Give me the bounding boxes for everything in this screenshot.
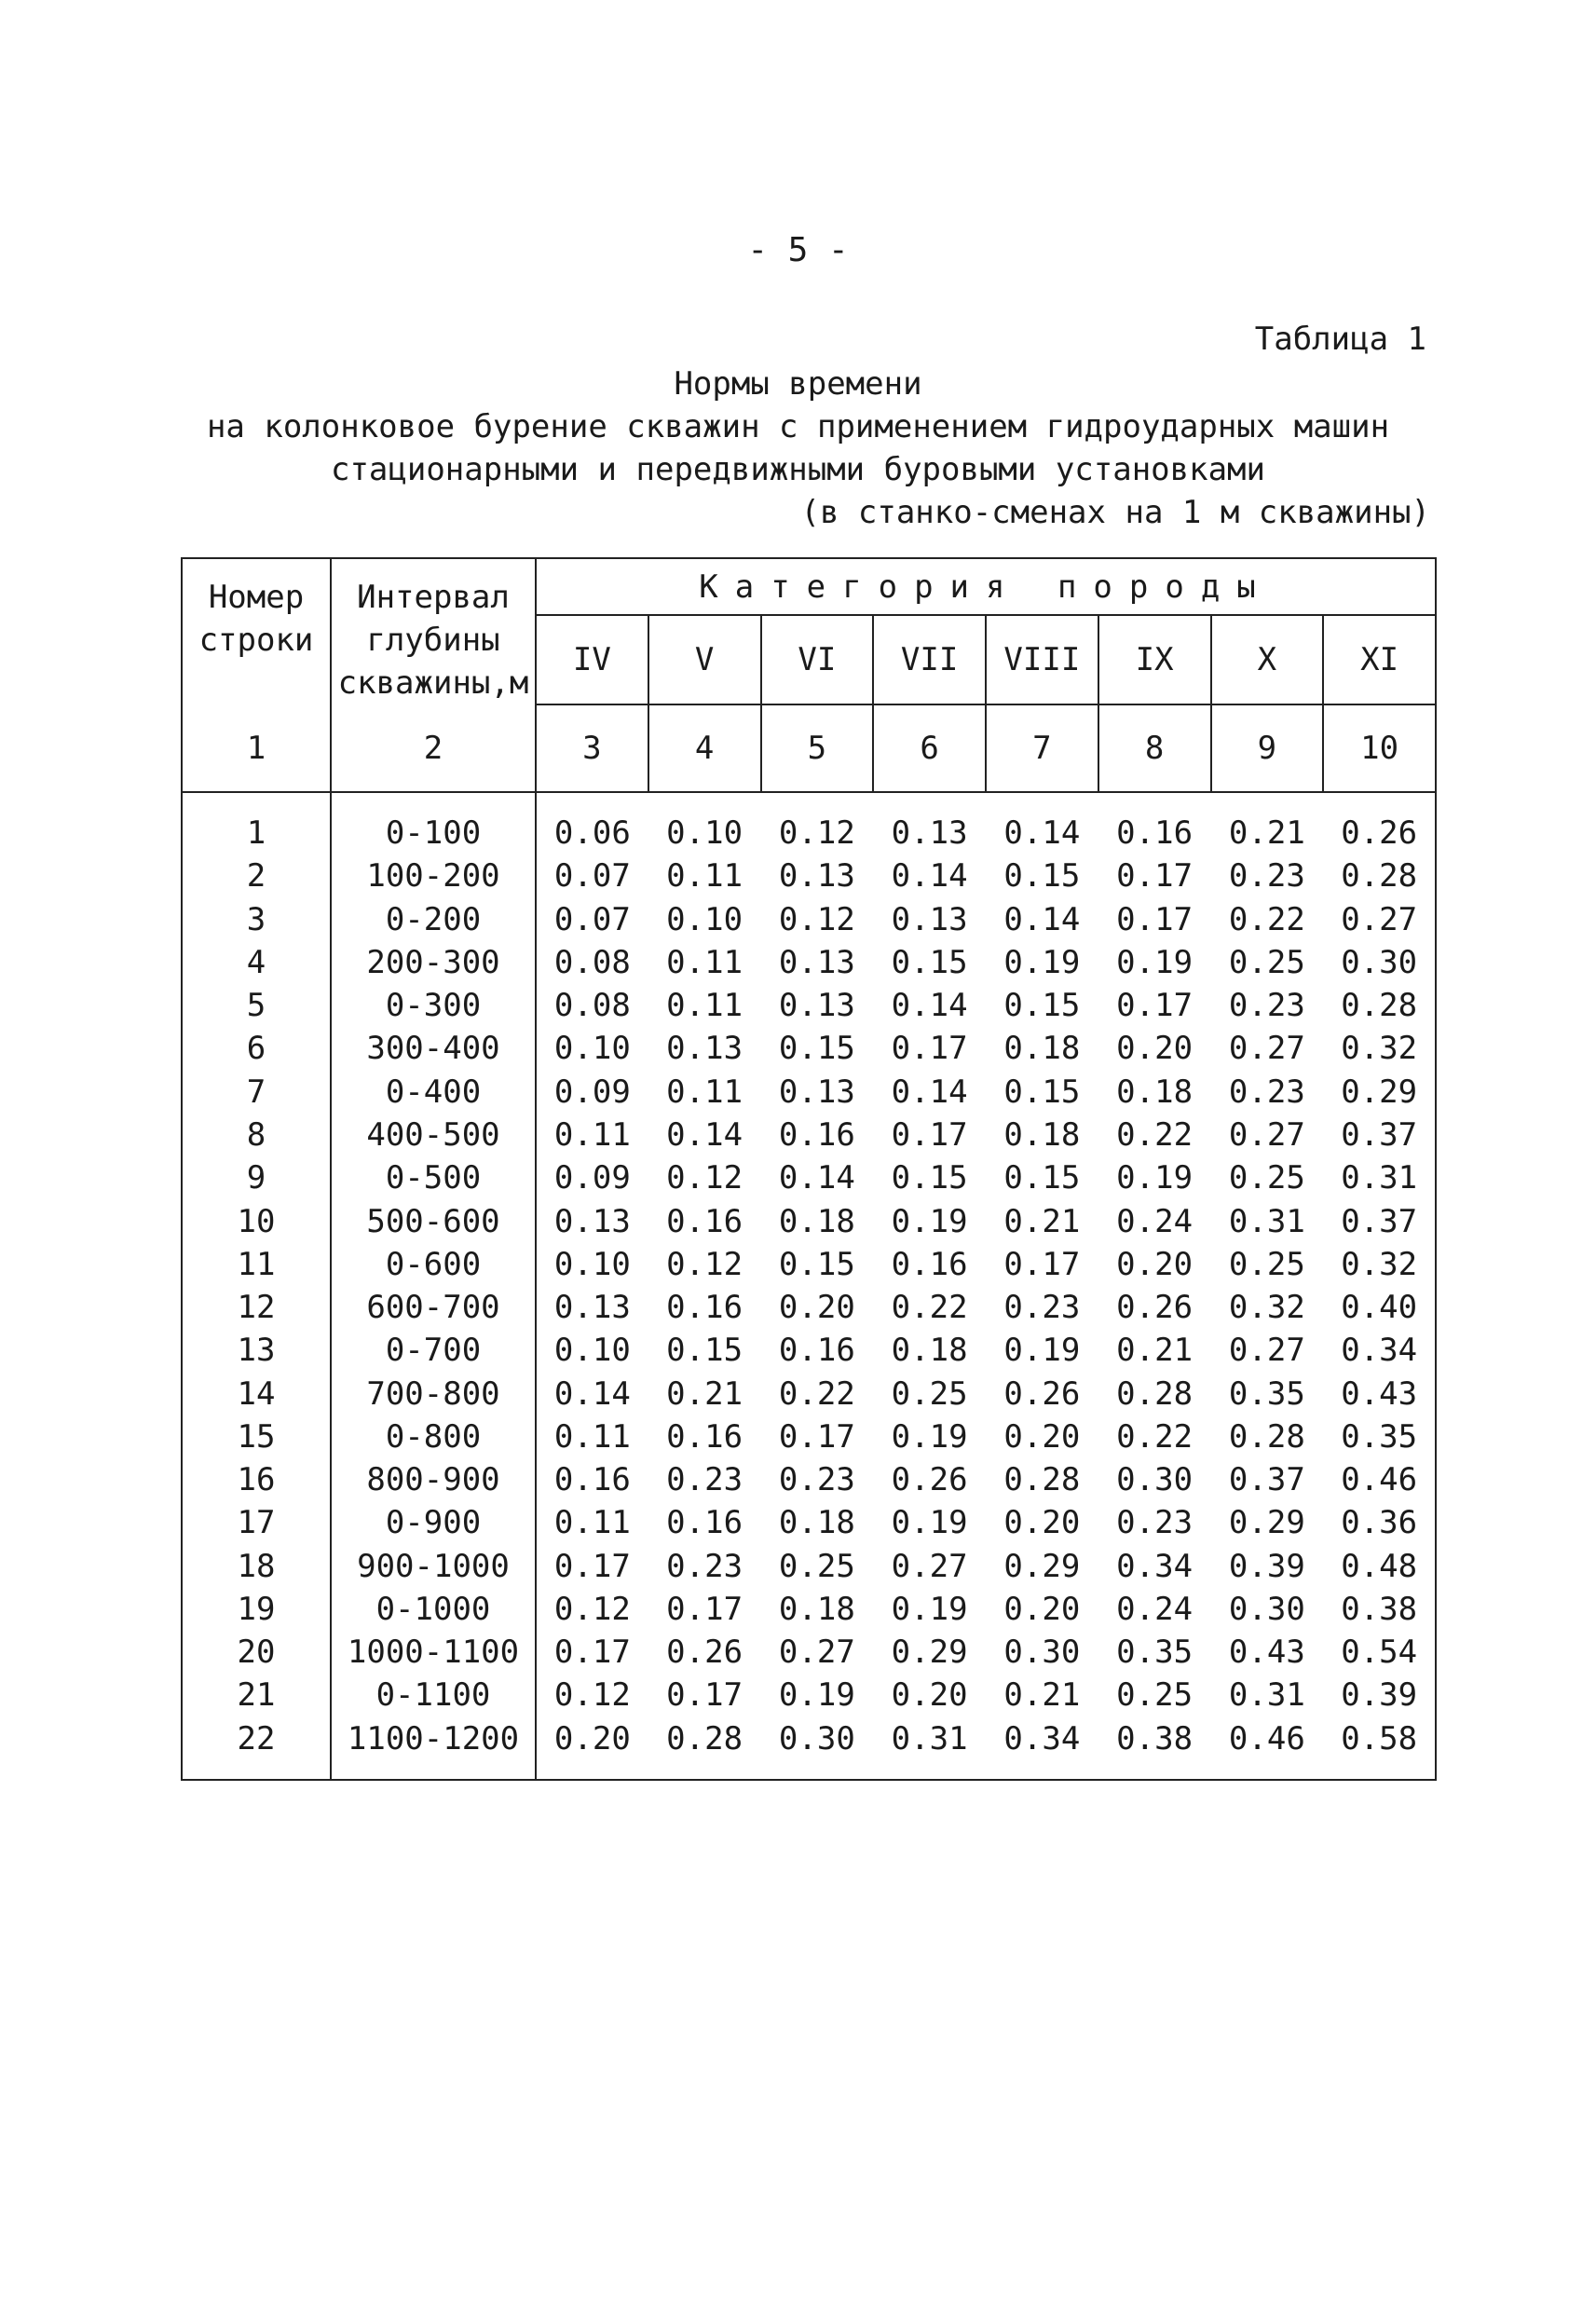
- norm-value: 0.14: [1003, 814, 1081, 853]
- norm-value: 0.17: [891, 1030, 968, 1068]
- depth-interval: 0-700: [331, 1329, 536, 1372]
- header-category-ix: IX: [1098, 615, 1211, 704]
- norm-value: 0.14: [778, 1159, 855, 1197]
- table-row: [182, 1415, 1436, 1458]
- row-number: 21: [182, 1674, 331, 1716]
- norm-value: 0.43: [1323, 1372, 1436, 1415]
- norm-value: 0.31: [1228, 1202, 1305, 1240]
- norm-value: 0.23: [1228, 987, 1305, 1025]
- norms-table: [181, 557, 1437, 1781]
- norm-value: 0.19: [1116, 1159, 1194, 1197]
- norm-value: 0.16: [778, 1332, 855, 1370]
- table-row: [182, 1071, 1436, 1114]
- norm-value: 0.11: [536, 1501, 648, 1544]
- norm-value: 0.35: [1323, 1415, 1436, 1458]
- column-number: 10: [1323, 704, 1436, 792]
- column-number: 5: [761, 704, 874, 792]
- norm-value: 0.12: [536, 1674, 648, 1716]
- norm-value: 0.46: [1323, 1458, 1436, 1501]
- norm-value: 0.13: [778, 987, 855, 1025]
- norm-value: 0.11: [536, 1114, 648, 1156]
- row-number: 15: [182, 1415, 331, 1458]
- norm-value: 0.15: [1003, 1073, 1081, 1111]
- norm-value: 0.15: [891, 943, 968, 981]
- norm-value: 0.13: [891, 900, 968, 938]
- row-number: 3: [182, 898, 331, 941]
- norm-value: 0.10: [536, 1243, 648, 1286]
- norm-value: 0.11: [536, 1415, 648, 1458]
- norm-value: 0.20: [1003, 1590, 1081, 1628]
- norm-value: 0.32: [1228, 1289, 1305, 1327]
- norm-value: 0.13: [891, 814, 968, 853]
- depth-interval: 0-600: [331, 1243, 536, 1286]
- norm-value: 0.25: [1228, 943, 1305, 981]
- table-row: [182, 1717, 1436, 1780]
- norm-value: 0.22: [778, 1374, 855, 1413]
- depth-interval: 0-1000: [331, 1588, 536, 1631]
- norm-value: 0.14: [891, 987, 968, 1025]
- row-number: 20: [182, 1631, 331, 1674]
- depth-interval: 700-800: [331, 1372, 536, 1415]
- norm-value: 0.23: [1116, 1504, 1194, 1542]
- depth-interval: 500-600: [331, 1199, 536, 1242]
- norm-value: 0.13: [778, 943, 855, 981]
- norm-value: 0.37: [1323, 1199, 1436, 1242]
- norm-value: 0.27: [1323, 898, 1436, 941]
- norm-value: 0.31: [1323, 1156, 1436, 1199]
- norm-value: 0.17: [1003, 1245, 1081, 1283]
- norm-value: 0.06: [536, 792, 648, 855]
- norm-value: 0.15: [778, 1245, 855, 1283]
- norm-value: 0.11: [666, 987, 743, 1025]
- norm-value: 0.28: [1323, 984, 1436, 1027]
- norm-value: 0.22: [1228, 900, 1305, 938]
- norm-value: 0.35: [1228, 1374, 1305, 1413]
- norm-value: 0.12: [536, 1588, 648, 1631]
- row-number: 13: [182, 1329, 331, 1372]
- norm-value: 0.19: [1003, 1332, 1081, 1370]
- norm-value: 0.17: [891, 1115, 968, 1154]
- table-title-line-3: стационарными и передвижными буровыми установками: [330, 451, 1266, 488]
- norm-value: 0.32: [1323, 1243, 1436, 1286]
- norm-value: 0.08: [536, 941, 648, 984]
- norm-value: 0.15: [1003, 857, 1081, 896]
- norm-value: 0.13: [778, 857, 855, 896]
- norm-value: 0.32: [1323, 1027, 1436, 1070]
- norm-value: 0.29: [1323, 1071, 1436, 1114]
- row-number: 10: [182, 1199, 331, 1242]
- norm-value: 0.29: [1228, 1504, 1305, 1542]
- norm-value: 0.30: [1228, 1590, 1305, 1628]
- norm-value: 0.29: [1003, 1547, 1081, 1585]
- norm-value: 0.13: [536, 1286, 648, 1329]
- norm-value: 0.25: [1228, 1159, 1305, 1197]
- column-number: 1: [182, 704, 331, 792]
- table-row: [182, 1114, 1436, 1156]
- norm-value: 0.15: [666, 1332, 743, 1370]
- norm-value: 0.21: [1228, 814, 1305, 853]
- norm-value: 0.17: [666, 1590, 743, 1628]
- norm-value: 0.25: [1228, 1245, 1305, 1283]
- norm-value: 0.37: [1228, 1461, 1305, 1499]
- norm-value: 0.36: [1323, 1501, 1436, 1544]
- row-number: 19: [182, 1588, 331, 1631]
- norm-value: 0.26: [1116, 1289, 1194, 1327]
- table-row: [182, 792, 1436, 855]
- norm-value: 0.13: [536, 1199, 648, 1242]
- norm-value: 0.26: [1003, 1374, 1081, 1413]
- norm-value: 0.21: [1003, 1202, 1081, 1240]
- row-number: 5: [182, 984, 331, 1027]
- depth-interval: 0-400: [331, 1071, 536, 1114]
- norm-value: 0.12: [666, 1159, 743, 1197]
- norm-value: 0.12: [778, 814, 855, 853]
- table-row: [182, 898, 1436, 941]
- norm-value: 0.11: [666, 943, 743, 981]
- norm-value: 0.58: [1323, 1717, 1436, 1780]
- norm-value: 0.16: [891, 1245, 968, 1283]
- norm-value: 0.23: [1003, 1289, 1081, 1327]
- depth-interval: 0-1100: [331, 1674, 536, 1716]
- column-number: 9: [1211, 704, 1324, 792]
- depth-interval: 600-700: [331, 1286, 536, 1329]
- norm-value: 0.18: [778, 1590, 855, 1628]
- norm-value: 0.09: [536, 1071, 648, 1114]
- norm-value: 0.10: [536, 1027, 648, 1070]
- norm-value: 0.18: [1116, 1073, 1194, 1111]
- norm-value: 0.16: [536, 1458, 648, 1501]
- header-category-xi: XI: [1323, 615, 1436, 704]
- norm-value: 0.20: [891, 1676, 968, 1715]
- norm-value: 0.29: [891, 1634, 968, 1672]
- norm-value: 0.30: [1003, 1634, 1081, 1672]
- table-row: [182, 1545, 1436, 1588]
- norm-value: 0.19: [891, 1202, 968, 1240]
- norm-value: 0.24: [1116, 1202, 1194, 1240]
- row-number: 8: [182, 1114, 331, 1156]
- norm-value: 0.26: [891, 1461, 968, 1499]
- norm-value: 0.17: [1116, 987, 1194, 1025]
- norm-value: 0.27: [891, 1547, 968, 1585]
- norm-value: 0.30: [761, 1717, 874, 1780]
- row-number: 11: [182, 1243, 331, 1286]
- row-number: 1: [182, 792, 331, 855]
- table-row: [182, 855, 1436, 897]
- norm-value: 0.30: [1323, 941, 1436, 984]
- column-number: 6: [873, 704, 986, 792]
- row-number: 4: [182, 941, 331, 984]
- table-row: [182, 1501, 1436, 1544]
- norm-value: 0.27: [778, 1634, 855, 1672]
- norm-value: 0.31: [1228, 1676, 1305, 1715]
- depth-interval: 900-1000: [331, 1545, 536, 1588]
- norm-value: 0.14: [666, 1115, 743, 1154]
- table-row: [182, 1027, 1436, 1070]
- norm-value: 0.34: [986, 1717, 1098, 1780]
- depth-interval: 0-900: [331, 1501, 536, 1544]
- table-row: [182, 1631, 1436, 1674]
- norm-value: 0.12: [778, 900, 855, 938]
- norm-value: 0.16: [1116, 814, 1194, 853]
- depth-interval: 100-200: [331, 855, 536, 897]
- column-number: 2: [331, 704, 536, 792]
- norm-value: 0.38: [1323, 1588, 1436, 1631]
- table-row: [182, 1674, 1436, 1716]
- norm-value: 0.16: [778, 1115, 855, 1154]
- norm-value: 0.08: [536, 984, 648, 1027]
- norm-value: 0.25: [891, 1374, 968, 1413]
- norm-value: 0.07: [536, 855, 648, 897]
- column-number: 4: [648, 704, 761, 792]
- row-number: 14: [182, 1372, 331, 1415]
- norm-value: 0.35: [1116, 1634, 1194, 1672]
- norm-value: 0.37: [1323, 1114, 1436, 1156]
- norm-value: 0.15: [778, 1030, 855, 1068]
- table-row: [182, 1588, 1436, 1631]
- norm-value: 0.17: [536, 1631, 648, 1674]
- norm-value: 0.16: [666, 1504, 743, 1542]
- norm-value: 0.15: [1003, 987, 1081, 1025]
- norm-value: 0.19: [778, 1676, 855, 1715]
- norm-value: 0.28: [1116, 1374, 1194, 1413]
- column-number: 8: [1098, 704, 1211, 792]
- header-category-viii: VIII: [986, 615, 1098, 704]
- norm-value: 0.25: [778, 1547, 855, 1585]
- depth-interval: 0-500: [331, 1156, 536, 1199]
- norm-value: 0.16: [666, 1417, 743, 1456]
- norm-value: 0.14: [1003, 900, 1081, 938]
- norm-value: 0.10: [666, 900, 743, 938]
- norm-value: 0.17: [1116, 900, 1194, 938]
- norm-value: 0.19: [891, 1590, 968, 1628]
- norm-value: 0.23: [1228, 1073, 1305, 1111]
- norm-value: 0.17: [778, 1417, 855, 1456]
- norm-value: 0.23: [1228, 857, 1305, 896]
- norm-value: 0.18: [778, 1202, 855, 1240]
- page-number: - 5 -: [747, 231, 849, 269]
- norm-value: 0.48: [1323, 1545, 1436, 1588]
- norm-value: 0.11: [666, 1073, 743, 1111]
- norm-value: 0.25: [1116, 1676, 1194, 1715]
- norm-value: 0.30: [1116, 1461, 1194, 1499]
- norm-value: 0.22: [1116, 1115, 1194, 1154]
- norm-value: 0.18: [1003, 1030, 1081, 1068]
- norm-value: 0.34: [1323, 1329, 1436, 1372]
- depth-interval: 0-200: [331, 898, 536, 941]
- row-number: 22: [182, 1717, 331, 1780]
- table-row: [182, 1329, 1436, 1372]
- norm-value: 0.16: [666, 1202, 743, 1240]
- norm-value: 0.40: [1323, 1286, 1436, 1329]
- norm-value: 0.14: [891, 1073, 968, 1111]
- norm-value: 0.16: [666, 1289, 743, 1327]
- column-number: 7: [986, 704, 1098, 792]
- norm-value: 0.23: [778, 1461, 855, 1499]
- norm-value: 0.10: [666, 814, 743, 853]
- table-row: [182, 1286, 1436, 1329]
- header-category-v: V: [648, 615, 761, 704]
- norm-value: 0.21: [1003, 1676, 1081, 1715]
- norm-value: 0.23: [666, 1461, 743, 1499]
- norm-value: 0.20: [1003, 1504, 1081, 1542]
- depth-interval: 0-100: [331, 792, 536, 855]
- norm-value: 0.43: [1228, 1634, 1305, 1672]
- norm-value: 0.26: [1323, 792, 1436, 855]
- norm-value: 0.17: [666, 1676, 743, 1715]
- norm-value: 0.26: [666, 1634, 743, 1672]
- norm-value: 0.22: [1116, 1417, 1194, 1456]
- table-row: [182, 941, 1436, 984]
- norm-value: 0.19: [891, 1504, 968, 1542]
- row-number: 16: [182, 1458, 331, 1501]
- norm-value: 0.19: [891, 1417, 968, 1456]
- norm-value: 0.20: [1116, 1245, 1194, 1283]
- depth-interval: 0-300: [331, 984, 536, 1027]
- depth-interval: 400-500: [331, 1114, 536, 1156]
- column-number: 3: [536, 704, 648, 792]
- norm-value: 0.38: [1098, 1717, 1211, 1780]
- table-row: [182, 1243, 1436, 1286]
- norm-value: 0.15: [891, 1159, 968, 1197]
- table-row: [182, 984, 1436, 1027]
- norm-value: 0.14: [891, 857, 968, 896]
- norm-value: 0.21: [666, 1374, 743, 1413]
- norm-value: 0.15: [1003, 1159, 1081, 1197]
- header-interval: Интервал глубины скважины,м: [331, 558, 536, 704]
- row-number: 17: [182, 1501, 331, 1544]
- norm-value: 0.24: [1116, 1590, 1194, 1628]
- row-number: 7: [182, 1071, 331, 1114]
- row-number: 9: [182, 1156, 331, 1199]
- norm-value: 0.46: [1211, 1717, 1324, 1780]
- depth-interval: 200-300: [331, 941, 536, 984]
- table-title-line-1: Нормы времени: [674, 365, 922, 403]
- norm-value: 0.28: [1003, 1461, 1081, 1499]
- table-row: [182, 1372, 1436, 1415]
- table-row: [182, 1458, 1436, 1501]
- header-category: Категория породы: [536, 558, 1436, 615]
- row-number: 12: [182, 1286, 331, 1329]
- depth-interval: 1100-1200: [331, 1717, 536, 1780]
- norm-value: 0.20: [778, 1289, 855, 1327]
- norm-value: 0.23: [666, 1547, 743, 1585]
- header-category-vii: VII: [873, 615, 986, 704]
- norm-value: 0.18: [891, 1332, 968, 1370]
- header-category-x: X: [1211, 615, 1324, 704]
- norm-value: 0.20: [1116, 1030, 1194, 1068]
- units-note: (в станко-сменах на 1 м скважины): [800, 494, 1430, 531]
- norm-value: 0.13: [778, 1073, 855, 1111]
- row-number: 2: [182, 855, 331, 897]
- norm-value: 0.27: [1228, 1332, 1305, 1370]
- norm-value: 0.20: [536, 1717, 648, 1780]
- norm-value: 0.31: [873, 1717, 986, 1780]
- norm-value: 0.14: [536, 1372, 648, 1415]
- norm-value: 0.54: [1323, 1631, 1436, 1674]
- norm-value: 0.22: [891, 1289, 968, 1327]
- table-label: Таблица 1: [1254, 321, 1426, 358]
- norm-value: 0.13: [666, 1030, 743, 1068]
- header-row-number: Номер строки: [182, 558, 331, 704]
- norm-value: 0.27: [1228, 1115, 1305, 1154]
- norm-value: 0.28: [1323, 855, 1436, 897]
- norm-value: 0.10: [536, 1329, 648, 1372]
- norm-value: 0.09: [536, 1156, 648, 1199]
- norm-value: 0.17: [1116, 857, 1194, 896]
- norm-value: 0.39: [1323, 1674, 1436, 1716]
- norm-value: 0.17: [536, 1545, 648, 1588]
- norm-value: 0.39: [1228, 1547, 1305, 1585]
- header-category-iv: IV: [536, 615, 648, 704]
- norm-value: 0.19: [1003, 943, 1081, 981]
- norm-value: 0.28: [648, 1717, 761, 1780]
- depth-interval: 0-800: [331, 1415, 536, 1458]
- row-number: 18: [182, 1545, 331, 1588]
- norm-value: 0.20: [1003, 1417, 1081, 1456]
- depth-interval: 300-400: [331, 1027, 536, 1070]
- norm-value: 0.12: [666, 1245, 743, 1283]
- norm-value: 0.19: [1116, 943, 1194, 981]
- depth-interval: 800-900: [331, 1458, 536, 1501]
- norm-value: 0.18: [778, 1504, 855, 1542]
- table-row: [182, 1199, 1436, 1242]
- norm-value: 0.34: [1116, 1547, 1194, 1585]
- norm-value: 0.11: [666, 857, 743, 896]
- norm-value: 0.07: [536, 898, 648, 941]
- norm-value: 0.28: [1228, 1417, 1305, 1456]
- depth-interval: 1000-1100: [331, 1631, 536, 1674]
- header-category-vi: VI: [761, 615, 874, 704]
- norm-value: 0.27: [1228, 1030, 1305, 1068]
- table-row: [182, 1156, 1436, 1199]
- row-number: 6: [182, 1027, 331, 1070]
- norm-value: 0.18: [1003, 1115, 1081, 1154]
- table-title-line-2: на колонковое бурение скважин с применением гидроударных машин: [206, 408, 1390, 445]
- norm-value: 0.21: [1116, 1332, 1194, 1370]
